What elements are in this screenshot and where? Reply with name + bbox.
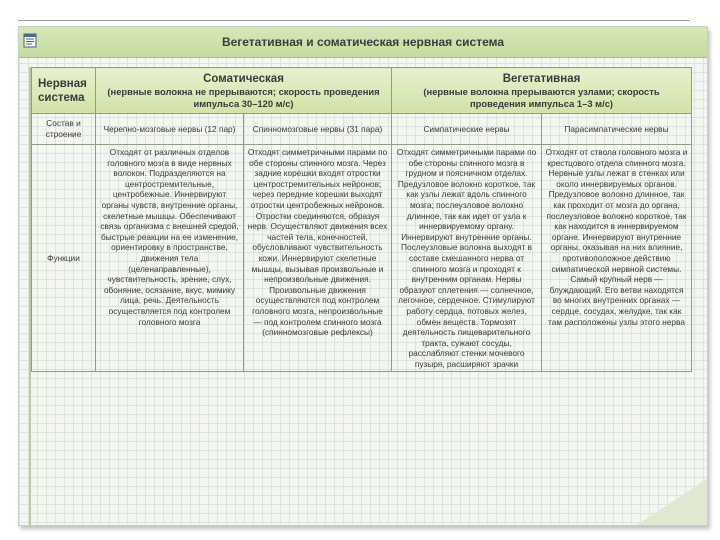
functions-label: Функции	[32, 145, 96, 372]
top-rule	[18, 20, 690, 21]
functions-row	[32, 145, 692, 372]
page-corner-curl	[637, 479, 707, 525]
page-title: Вегетативная и соматическая нервная система	[221, 35, 505, 49]
vegetative-title: Вегетативная	[502, 72, 581, 85]
corner-header: Нервная система	[32, 68, 96, 114]
spinal-nerves: Спинномозговые нервы (31 пара)	[244, 114, 392, 145]
spinal-functions: Отходят симметричными парами по обе стороны спинного мозга. Через задние корешки входят отростки центростремительных нейронов; через передние корешки выходят отростки центробежных нейронов. Отростки соединяются, образуя нерв. Осуществляют движения всех частей тела, конечностей, обусловливают чувствительность кожи. Иннервируют скелетные мышцы, вызывая произвольные и непроизвольные движения. Произвольные движения осуществляются под контролем головного мозга, непроизвольные — под контролем спинного мозга (спинномозговые рефлексы)	[244, 145, 392, 372]
structure-row	[32, 114, 692, 145]
sympathetic-functions: Отходят симметричными парами по обе стороны спинного мозга в грудном и поясничном отделах. Предузловое волокно короткое, так как узлы лежат вдоль спинного мозга; послеузловое волокно длинное, так как идет от узла к иннервируемому органу. Иннервируют внутренние органы. Послеузловые волокна выходят в составе смешанного нерва от спинного мозга и проходят к внутренним органам. Нервы образуют сплетения — солнечное, легочное, сердечное. Стимулируют работу сердца, потовых желез, обмен веществ. Тормозят деятельность пищеварительного тракта, сужают сосуды, расслабляют стенки мочевого пузыря, расширяют зрачки	[392, 145, 542, 372]
somatic-title: Соматическая	[203, 72, 284, 85]
cranial-nerves: Черепно-мозговые нервы (12 пар)	[96, 114, 244, 145]
somatic-header	[96, 68, 392, 114]
nervous-system-table	[31, 67, 692, 372]
structure-label: Состав и строение	[32, 114, 96, 145]
somatic-details: (нервные волокна не прерываются; скорость проведения импульса 30–120 м/с)	[107, 85, 380, 109]
page-sheet	[18, 26, 708, 526]
sympathetic-nerves: Симпатические нервы	[392, 114, 542, 145]
parasympathetic-functions: Отходят от ствола головного мозга и крестцового отдела спинного мозга. Нервные узлы лежат в стенках или около иннервируемых органов. Предузловое волокно длинное, так как проходит от мозга до органа, послеузловое волокно короткое, так как находится в иннервируемом органе. Иннервируют внутренние органы, оказывая на них влияние, противоположное действию симпатической нервной системы. Самый крупный нерв — блуждающий. Его ветви находятся во многих внутренних органах — сердце, сосудах, желудке, так как там расположены узлы этого нерва	[542, 145, 692, 372]
header-row	[32, 68, 692, 114]
vegetative-details: (нервные волокна прерываются узлами; скорость проведения импульса 1–3 м/с)	[423, 85, 660, 109]
cranial-functions: Отходят от различных отделов головного мозга в виде нервных волокон. Подразделяются на центростремительные, центробежные. Иннервируют органы чувств, внутренние органы, скелетные мышцы. Обеспечивают связь организма с внешней средой, быстрые реакции на ее изменение, ориентировку в пространстве, движения тела (целенаправленные), чувствительность, зрение, слух, обоняние, осязание, вкус, мимику лица, речь. Деятельность осуществляется под контролем головного мозга	[96, 145, 244, 372]
parasympathetic-nerves: Парасимпатические нервы	[542, 114, 692, 145]
title-bar	[19, 27, 707, 58]
vegetative-header	[392, 68, 692, 114]
